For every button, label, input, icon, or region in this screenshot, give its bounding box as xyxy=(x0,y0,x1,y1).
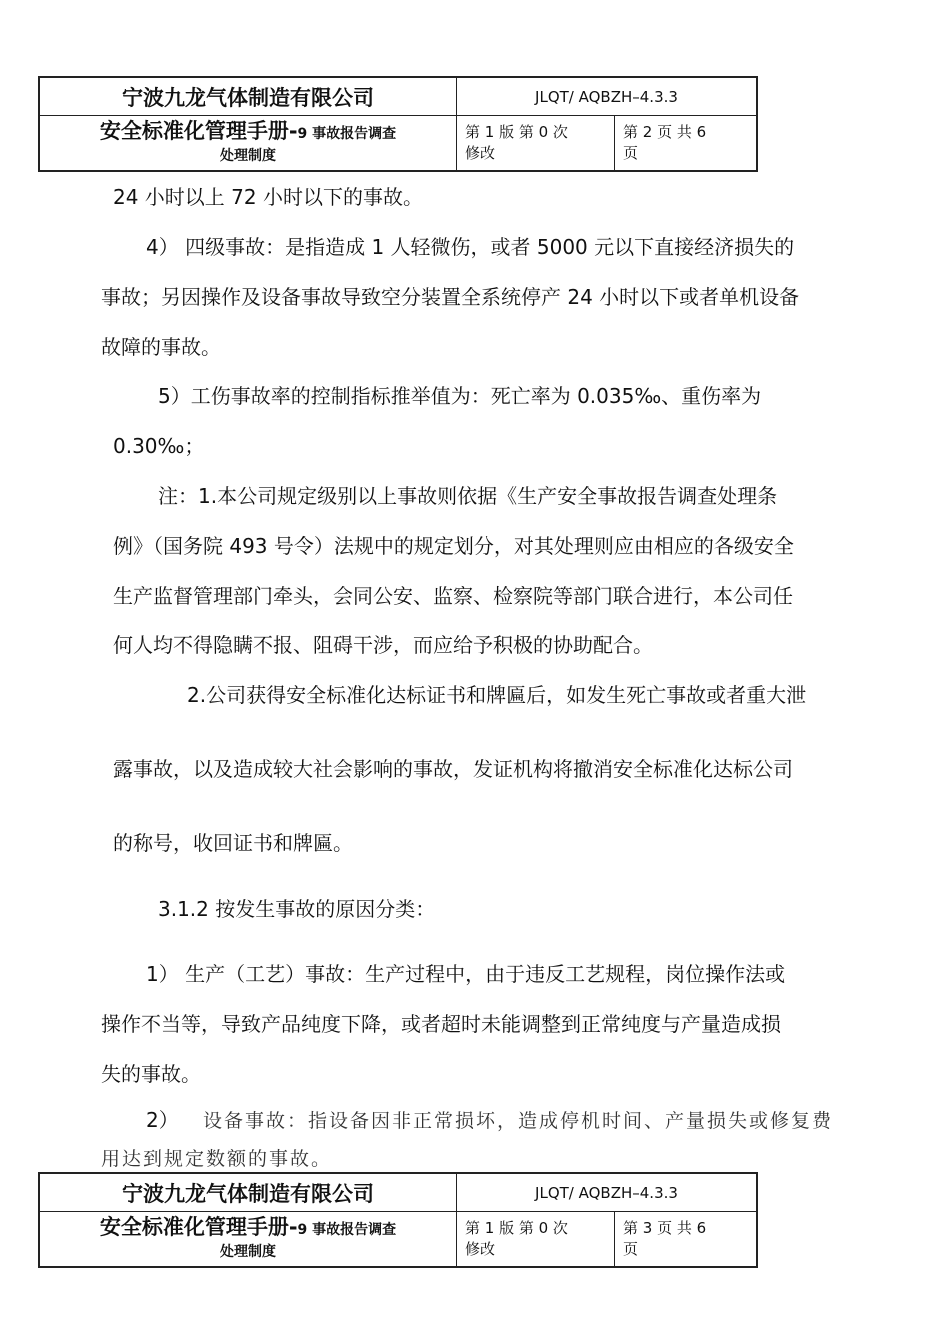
body-line: 失的事故。 xyxy=(101,1062,201,1086)
body-line: 0.30‰； xyxy=(113,434,205,458)
manual-title-main: 安全标准化管理手册- xyxy=(99,1214,298,1239)
body-line: 2.公司获得安全标准化达标证书和牌匾后，如发生死亡事故或者重大泄 xyxy=(187,683,807,707)
doc-code: JLQT/ AQBZH–4.3.3 xyxy=(535,1183,678,1202)
page-line1: 第 2 页 共 6 xyxy=(623,123,707,141)
body-line: 生产监督管理部门牵头，会同公安、监察、检察院等部门联合进行，本公司任 xyxy=(113,584,793,608)
body-line: 例》（国务院 493 号令）法规中的规定划分，对其处理则应由相应的各级安全 xyxy=(113,534,794,558)
body-line: 1） 生产（工艺）事故：生产过程中，由于违反工艺规程，岗位操作法或 xyxy=(146,962,786,986)
body-line: 用达到规定数额的事故。 xyxy=(101,1148,333,1170)
body-line: 何人均不得隐瞒不报、阻碍干涉，而应给予积极的协助配合。 xyxy=(113,633,653,657)
body-line: 事故；另因操作及设备事故导致空分装置全系统停产 24 小时以下或者单机设备 xyxy=(101,285,800,309)
version-line1: 第 1 版 第 0 次 xyxy=(465,123,568,141)
header-table-top xyxy=(38,76,758,172)
body-line: 设备事故：指设备因非正常损坏，造成停机时间、产量损失或修复费 xyxy=(203,1110,834,1132)
body-line: 3.1.2 按发生事故的原因分类： xyxy=(158,897,436,921)
page-line2: 页 xyxy=(623,144,639,162)
header-table-bottom xyxy=(38,1172,758,1268)
body-line: 操作不当等，导致产品纯度下降，或者超时未能调整到正常纯度与产量造成损 xyxy=(101,1012,781,1036)
body-line: 5）工伤事故率的控制指标推举值为：死亡率为 0.035‰、重伤率为 xyxy=(158,384,762,408)
manual-title-main: 安全标准化管理手册- xyxy=(99,118,298,143)
body-line: 的称号，收回证书和牌匾。 xyxy=(113,831,353,855)
section-title-part1: 9 事故报告调查 xyxy=(297,1221,397,1238)
body-line: 24 小时以上 72 小时以下的事故。 xyxy=(113,185,423,209)
doc-code: JLQT/ AQBZH–4.3.3 xyxy=(535,87,678,106)
body-line: 故障的事故。 xyxy=(101,335,221,359)
manual-title xyxy=(40,1212,457,1266)
manual-title xyxy=(40,116,457,170)
company-name: 宁波九龙气体制造有限公司 xyxy=(40,78,457,115)
company-name: 宁波九龙气体制造有限公司 xyxy=(40,1174,457,1211)
version-line2: 修改 xyxy=(465,144,496,162)
body-line: 注：1.本公司规定级别以上事故则依据《生产安全事故报告调查处理条 xyxy=(158,484,778,508)
body-line: 2） xyxy=(146,1108,179,1132)
section-title-part2: 处理制度 xyxy=(220,147,276,164)
section-title-part2: 处理制度 xyxy=(220,1243,276,1260)
body-line: 露事故，以及造成较大社会影响的事故，发证机构将撤消安全标准化达标公司 xyxy=(113,757,793,781)
page-info xyxy=(615,116,756,170)
version-line1: 第 1 版 第 0 次 xyxy=(465,1219,568,1237)
body-line: 4） 四级事故：是指造成 1 人轻微伤，或者 5000 元以下直接经济损失的 xyxy=(146,235,795,259)
page-info xyxy=(615,1212,756,1266)
page-line2: 页 xyxy=(623,1240,639,1258)
version-line2: 修改 xyxy=(465,1240,496,1258)
section-title-part1: 9 事故报告调查 xyxy=(297,125,397,142)
version-info xyxy=(457,1212,615,1266)
version-info xyxy=(457,116,615,170)
page-line1: 第 3 页 共 6 xyxy=(623,1219,707,1237)
